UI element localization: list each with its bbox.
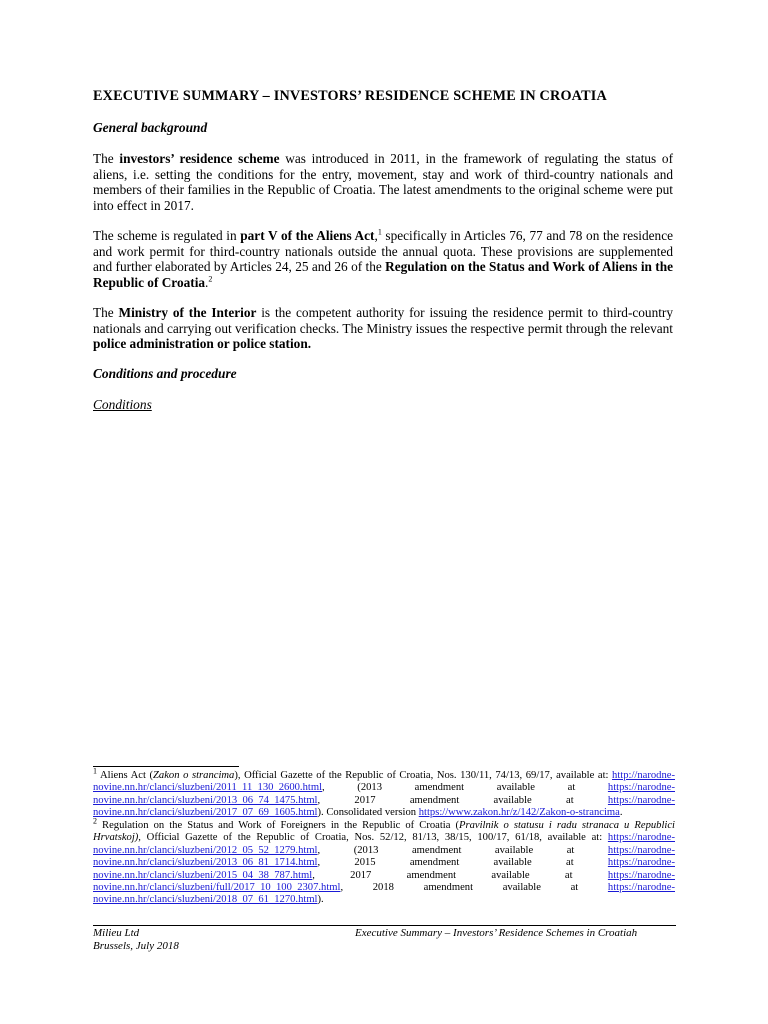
footnote-2-link-regulation-2012[interactable]: https://narodne-novine.nn.hr/clanci/sluzbeni/2012_05_52_1279.html [93,832,675,856]
footnote-1-link-consolidated-version[interactable]: https://www.zakon.hr/z/142/Zakon-o-strancima [418,807,620,819]
footnote-1: $^1$ Aliens Act (Zakon o strancima), Official Gazette of the Republic of Croatia, Nos. 130/11, 74/13, 69/17, available at: http://narodne-novine.nn.hr/clanci/sluzbeni/2011_11_130_2600.html, (2013 amendment available at https://narodne-novine.nn.hr/clanci/sluzbeni/2013_06_74_1475.html, 2017 amendment available at https://narodne-novine.nn.hr/clanci/sluzbeni/2017_07_69_1605.html). Consolidated version https://www.zakon.hr/z/142/Zakon-o-strancima. [93,766,675,819]
footnote-number-1: 1 [93,766,97,776]
footnote-1-link-2013-amendment[interactable]: https://narodne-novine.nn.hr/clanci/sluzbeni/2013_06_74_1475.html [93,782,675,806]
footnote-2-link-2013-amendment[interactable]: https://narodne-novine.nn.hr/clanci/sluzbeni/2013_06_81_1714.html [93,844,675,869]
section-heading-general-background: General background [93,120,208,135]
footnote-1-link-aliens-act-2011[interactable]: http://narodne-novine.nn.hr/clanci/sluzbeni/2011_11_130_2600.html [93,770,675,794]
footnote-2-link-2015-amendment[interactable]: https://narodne-novine.nn.hr/clanci/sluzbeni/2015_04_38_787.html [93,857,675,881]
footnote-2: $^2$ Regulation on the Status and Work of Foreigners in the Republic of Croatia (Pravilnik o statusu i radu stranaca u Republici Hrvatskoj), Official Gazette of the Republic of Croatia, Nos. 52/12, 81/13, 38/15, 100/17, 61/18, available at: https://narodne-novine.nn.hr/clanci/sluzbeni/2012_05_52_1279.html, (2013 amendment available at https://narodne-novine.nn.hr/clanci/sluzbeni/2013_06_81_1714.html, 2015 amendment available at https://narodne-novine.nn.hr/clanci/sluzbeni/2015_04_38_787.html, 2017 amendment available at https://narodne-novine.nn.hr/clanci/sluzbeni/full/2017_10_100_2307.html, 2018 amendment available at https://narodne-novine.nn.hr/clanci/sluzbeni/2018_07_61_1270.html). [93,816,675,906]
footer-separator [93,925,676,926]
paragraph-competent-authority: The Ministry of the Interior is the competent authority for issuing the residence permit to third-country nationals and carrying out verification checks. The Ministry issues the respective permit through the relevant police administration or police station. [93,305,673,351]
footnote-number-2: 2 [93,816,97,826]
footnote-2-link-2017-amendment[interactable]: https://narodne-novine.nn.hr/clanci/sluzbeni/full/2017_10_100_2307.html [93,869,675,894]
footnote-ref-2[interactable]: 2 [208,274,213,284]
footnote-separator [93,766,239,767]
footnote-2-link-2018-amendment[interactable]: https://narodne-novine.nn.hr/clanci/sluzbeni/2018_07_61_1270.html [93,882,675,906]
document-title: EXECUTIVE SUMMARY – INVESTORS’ RESIDENCE SCHEME IN CROATIA [93,88,607,104]
footnote-1-link-2017-amendment[interactable]: https://narodne-novine.nn.hr/clanci/sluzbeni/2017_07_69_1605.html [93,794,675,819]
footer-company: Milieu Ltd [93,927,140,939]
footer-running-title: Executive Summary – Investors’ Residence Schemes in Croatiah [355,927,638,939]
paragraph-scheme-introduction: The investors’ residence scheme was introduced in 2011, in the framework of regulating the status of aliens, i.e. setting the conditions for the entry, movement, stay and work of third-country nationals and members of their families in the Republic of Croatia. The latest amendments to the original scheme were put into effect in 2017. [93,151,674,213]
subsection-heading-conditions: Conditions [93,397,152,412]
footer-place-date: Brussels, July 2018 [93,940,179,952]
footer-publisher-block [93,927,179,953]
footnote-ref-1[interactable]: 1 [377,227,382,237]
section-heading-conditions-procedure: Conditions and procedure [93,366,237,381]
paragraph-legal-basis: The scheme is regulated in part V of the Aliens Act,$^1$ specifically in Articles 76, 77 and 78 on the residence and work permit for third-country nationals outside the annual quota. These provisions are supplemented and further elaborated by Articles 24, 25 and 26 of the Regulation on the Status and Work of Aliens in the Republic of Croatia.$^2$ [93,227,674,290]
